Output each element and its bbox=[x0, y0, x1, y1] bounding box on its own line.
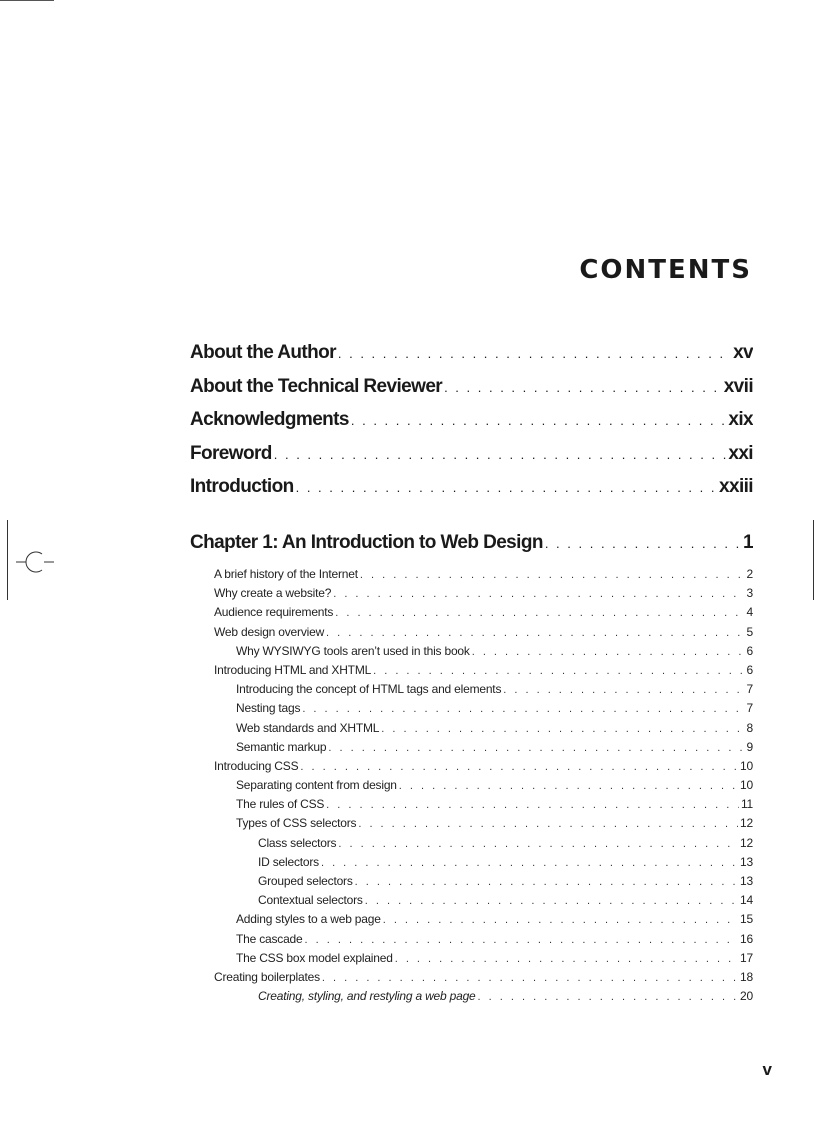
section-label: Separating content from design bbox=[236, 778, 397, 793]
leader-dots bbox=[326, 627, 744, 639]
toc-entry-label: Acknowledgments bbox=[190, 409, 349, 430]
leader-dots bbox=[338, 838, 738, 850]
section-page: 10 bbox=[740, 758, 753, 773]
section-label: Why create a website? bbox=[214, 586, 332, 601]
toc-section-entry[interactable] bbox=[214, 721, 753, 740]
front-matter-list bbox=[190, 342, 753, 510]
section-label: ID selectors bbox=[258, 854, 319, 869]
toc-section-entry[interactable] bbox=[214, 663, 753, 682]
section-page: 11 bbox=[740, 797, 753, 812]
leader-dots bbox=[335, 607, 744, 619]
section-page: 12 bbox=[740, 835, 753, 850]
section-page: 9 bbox=[746, 739, 753, 754]
chapter-1-sections bbox=[214, 567, 753, 1008]
leader-dots bbox=[321, 857, 738, 869]
leader-dots bbox=[355, 876, 738, 888]
leader-dots bbox=[296, 480, 717, 495]
section-label: Types of CSS selectors bbox=[236, 816, 357, 831]
section-label: The cascade bbox=[236, 931, 303, 946]
toc-entry-label: Introduction bbox=[190, 476, 294, 497]
leader-dots bbox=[478, 991, 739, 1003]
section-label: Web standards and XHTML bbox=[236, 720, 380, 735]
section-label: Introducing the concept of HTML tags and elements bbox=[236, 682, 502, 697]
section-label: Semantic markup bbox=[236, 739, 327, 754]
toc-entry-page: xix bbox=[728, 409, 753, 430]
section-page: 7 bbox=[746, 682, 753, 697]
toc-entry-page: xv bbox=[733, 342, 753, 363]
leader-dots bbox=[395, 953, 738, 965]
section-page: 16 bbox=[740, 931, 753, 946]
toc-entry-foreword[interactable] bbox=[190, 443, 753, 477]
leader-dots bbox=[360, 569, 745, 581]
toc-section-entry[interactable] bbox=[214, 951, 753, 970]
toc-section-entry[interactable] bbox=[214, 932, 753, 951]
toc-section-entry[interactable] bbox=[214, 701, 753, 720]
section-label: Introducing HTML and XHTML bbox=[214, 662, 372, 677]
toc-entry-technical-reviewer[interactable] bbox=[190, 376, 753, 410]
toc-entry-label: Foreword bbox=[190, 442, 272, 464]
toc-section-entry[interactable] bbox=[214, 740, 753, 759]
section-page: 6 bbox=[746, 662, 753, 677]
section-page: 5 bbox=[746, 624, 753, 639]
leader-dots bbox=[399, 780, 738, 792]
toc-entry-label: About the Technical Reviewer bbox=[190, 375, 443, 397]
leader-dots bbox=[333, 588, 744, 600]
toc-section-entry[interactable] bbox=[214, 778, 753, 797]
toc-section-entry[interactable] bbox=[214, 644, 753, 663]
leader-dots bbox=[545, 536, 741, 551]
toc-entry-page: xvii bbox=[723, 375, 753, 397]
leader-dots bbox=[302, 703, 744, 715]
chapter-label: Chapter 1: An Introduction to Web Design bbox=[190, 532, 543, 553]
registration-mark-icon bbox=[16, 548, 56, 576]
toc-section-entry[interactable] bbox=[214, 759, 753, 778]
toc-entry-about-author[interactable] bbox=[190, 342, 753, 376]
leader-dots bbox=[300, 761, 738, 773]
toc-section-entry[interactable] bbox=[214, 682, 753, 701]
section-label: Class selectors bbox=[258, 835, 337, 850]
section-label: Introducing CSS bbox=[214, 758, 299, 773]
section-label: Web design overview bbox=[214, 624, 325, 639]
toc-section-entry[interactable] bbox=[214, 912, 753, 931]
section-page: 18 bbox=[740, 969, 753, 984]
margin-line-right bbox=[813, 520, 814, 600]
toc-section-entry[interactable] bbox=[214, 816, 753, 835]
section-label: Creating boilerplates bbox=[214, 969, 320, 984]
toc-entry-page: xxi bbox=[728, 442, 753, 464]
toc-entry-chapter-1[interactable] bbox=[190, 532, 753, 560]
leader-dots bbox=[351, 413, 727, 428]
section-label: Audience requirements bbox=[214, 605, 334, 620]
section-page: 17 bbox=[740, 950, 753, 965]
chapter-heading bbox=[190, 532, 753, 560]
chapter-page: 1 bbox=[743, 532, 753, 553]
section-label: The CSS box model explained bbox=[236, 950, 393, 965]
leader-dots bbox=[328, 742, 744, 754]
leader-dots bbox=[305, 934, 739, 946]
section-label: Nesting tags bbox=[236, 701, 301, 716]
margin-line-left bbox=[7, 520, 8, 600]
toc-entry-label: About the Author bbox=[190, 342, 336, 363]
leader-dots bbox=[274, 447, 727, 462]
leader-dots bbox=[472, 646, 745, 658]
section-label: Creating, styling, and restyling a web page bbox=[258, 989, 476, 1004]
leader-dots bbox=[503, 684, 744, 696]
section-page: 20 bbox=[740, 989, 753, 1004]
section-label: The rules of CSS bbox=[236, 797, 325, 812]
section-page: 13 bbox=[740, 874, 753, 888]
toc-entry-page: xxiii bbox=[719, 476, 753, 497]
section-page: 2 bbox=[746, 567, 753, 581]
toc-entry-acknowledgments[interactable] bbox=[190, 409, 753, 443]
leader-dots bbox=[381, 723, 744, 735]
leader-dots bbox=[322, 972, 738, 984]
section-label: A brief history of the Internet bbox=[214, 567, 358, 581]
section-label: Contextual selectors bbox=[258, 893, 363, 908]
page-number: v bbox=[762, 1060, 772, 1079]
section-page: 3 bbox=[746, 586, 753, 601]
leader-dots bbox=[338, 346, 731, 361]
section-page: 6 bbox=[746, 643, 753, 658]
toc-section-entry[interactable] bbox=[214, 989, 753, 1008]
leader-dots bbox=[326, 799, 739, 811]
toc-section-entry[interactable] bbox=[214, 874, 753, 893]
toc-section-entry[interactable] bbox=[214, 797, 753, 816]
toc-section-entry[interactable] bbox=[214, 625, 753, 644]
section-page: 4 bbox=[746, 605, 753, 620]
section-page: 14 bbox=[740, 893, 753, 908]
crop-mark-top bbox=[0, 0, 54, 1]
toc-section-entry[interactable] bbox=[214, 605, 753, 624]
section-label: Why WYSIWYG tools aren’t used in this book bbox=[236, 643, 470, 658]
toc-section-entry[interactable] bbox=[214, 567, 753, 586]
section-page: 13 bbox=[740, 854, 753, 869]
toc-section-entry[interactable] bbox=[214, 586, 753, 605]
section-page: 10 bbox=[740, 778, 753, 793]
page-title: CONTENTS bbox=[579, 255, 752, 285]
leader-dots bbox=[383, 914, 738, 926]
toc-section-entry[interactable] bbox=[214, 970, 753, 989]
leader-dots bbox=[373, 665, 744, 677]
leader-dots bbox=[444, 380, 722, 395]
toc-entry-introduction[interactable] bbox=[190, 476, 753, 510]
leader-dots bbox=[365, 895, 738, 907]
section-label: Adding styles to a web page bbox=[236, 912, 381, 927]
toc-section-entry[interactable] bbox=[214, 893, 753, 912]
section-page: 15 bbox=[740, 912, 753, 927]
toc-section-entry[interactable] bbox=[214, 855, 753, 874]
section-page: 7 bbox=[746, 701, 753, 716]
section-page: 12 bbox=[740, 816, 753, 831]
leader-dots bbox=[358, 818, 738, 830]
toc-section-entry[interactable] bbox=[214, 836, 753, 855]
section-label: Grouped selectors bbox=[258, 874, 353, 888]
section-page: 8 bbox=[746, 720, 753, 735]
